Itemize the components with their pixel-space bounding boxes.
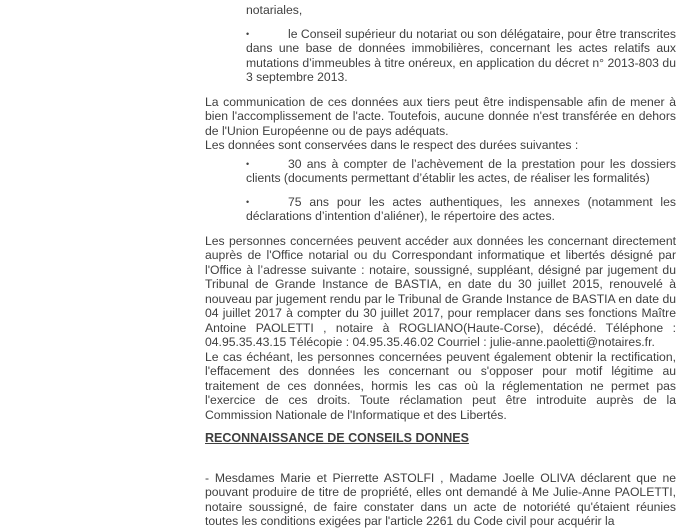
- paragraph-rectification: Le cas échéant, les personnes concernées peuvent également obtenir la rectification, l'effacement des données les concernant ou s'opposer pour motif légitime au traitement de ces données, hormis les cas où la réglementation ne permet pas l'exercice de ces droits. Toute réclamation peut être introduite auprès de la Commission Nationale de l'Informatique et des Libertés.: [205, 349, 676, 422]
- paragraph-durees-intro: Les données sont conservées dans le respect des durées suivantes :: [205, 138, 579, 152]
- paragraph-communication: La communication de ces données aux tiers peut être indispensable afin de mener à bien l'accomplissement de l'acte. Toutefois, aucune donnée n'est transférée en dehors de l'Union Européenne ou de pays adéquats.: [205, 94, 676, 138]
- document-page: [205, 0, 676, 529]
- fragment-notariales: notariales,: [246, 3, 303, 17]
- bullet-retention-75-ans: [246, 195, 676, 224]
- bullet-marker-icon: •: [246, 196, 250, 207]
- bullet-marker-icon: •: [246, 158, 250, 169]
- bullet-retention-30-text: 30 ans à compter de l’achèvement de la prestation pour les dossiers clients (documents permettant d’établir les actes, de réaliser les formalités): [246, 156, 676, 185]
- paragraph-astolfi: - Mesdames Marie et Pierrette ASTOLFI , Madame Joelle OLIVA déclarent que ne pouvant produire de titre de propriété, elles ont demandé à Me Julie-Anne PAOLETTI, notaire soussigné, de faire constater dans un acte de notoriété qu'étaient réunies toutes les conditions exigées par l'article 2261 du Code civil pour acquérir la: [205, 470, 676, 528]
- paragraph-acces-donnees: Les personnes concernées peuvent accéder aux données les concernant directement auprès de l'Office notarial ou du Correspondant informatique et libertés désigné par l'Office à l’adresse suivante : notaire, soussigné, suppléant, désigné par jugement du Tribunal de Grande Instance de BASTIA, en date du 30 juillet 2015, renouvelé à nouveau par jugement rendu par le Tribunal de Grande Instance de BASTIA en date du 04 juillet 2017 à compter du 30 juillet 2017, pour remplacer dans ses fonctions Maître Antoine PAOLETTI , notaire à ROGLIANO(Haute-Corse), décédé. Téléphone : 04.95.35.43.15 Télécopie : 04.95.35.46.02 Courriel : julie-anne.paoletti@notaires.fr.: [205, 233, 676, 349]
- bullet-marker-icon: •: [246, 28, 250, 39]
- section-heading: RECONNAISSANCE DE CONSEILS DONNES: [205, 431, 469, 445]
- bullet-retention-30-ans: [246, 157, 676, 186]
- bullet-conseil-superieur: [246, 27, 676, 85]
- bullet-retention-75-text: 75 ans pour les actes authentiques, les annexes (notamment les déclarations d’intention d’aliéner), le répertoire des actes.: [246, 194, 676, 223]
- bullet-conseil-text: le Conseil supérieur du notariat ou son délégataire, pour être transcrites dans une base de données immobilières, concernant les actes relatifs aux mutations d’immeubles à titre onéreux, en application du décret n° 2013-803 du 3 septembre 2013.: [246, 26, 676, 84]
